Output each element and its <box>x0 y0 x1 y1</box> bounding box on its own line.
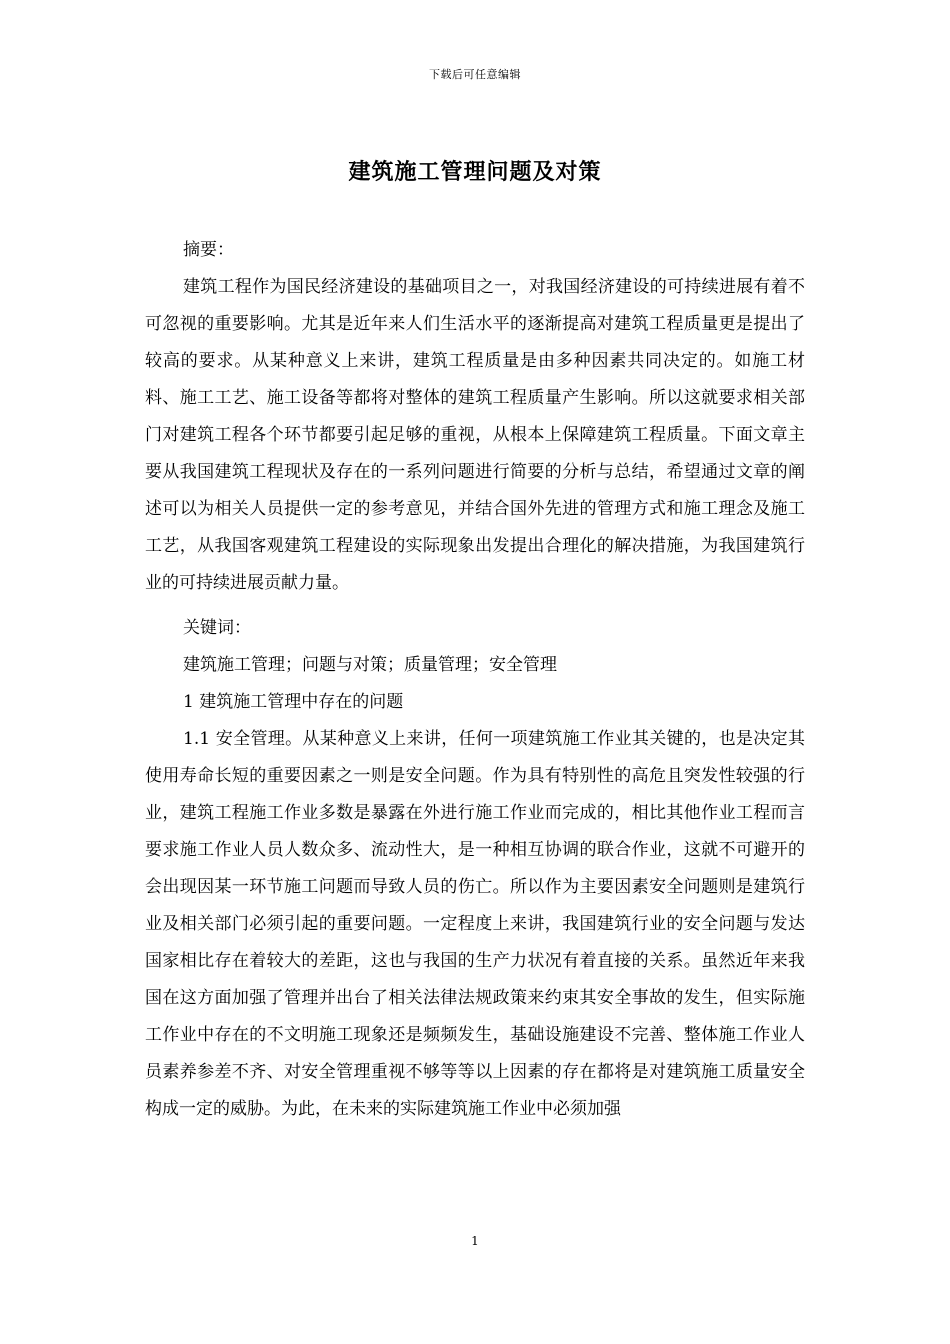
section-heading: 1 建筑施工管理中存在的问题 <box>183 692 404 712</box>
abstract-paragraph: 建筑工程作为国民经济建设的基础项目之一，对我国经济建设的可持续进展有着不可忽视的重要影响。尤其是近年来人们生活水平的逐渐提高对建筑工程质量更是提出了较高的要求。从某种意义上来讲，建筑工程质量是由多种因素共同决定的。如施工材料、施工工艺、施工设备等都将对整体的建筑工程质量产生影响。所以这就要求相关部门对建筑工程各个环节都要引起足够的重视，从根本上保障建筑工程质量。下面文章主要从我国建筑工程现状及存在的一系列问题进行简要的分析与总结，希望通过文章的阐述可以为相关人员提供一定的参考意见，并结合国外先进的管理方式和施工理念及施工工艺，从我国客观建筑工程建设的实际现象出发提出合理化的解决措施，为我国建筑行业的可持续进展贡献力量。 <box>145 277 805 593</box>
document-title: 建筑施工管理问题及对策 <box>348 159 602 185</box>
keywords-label: 关键词： <box>183 618 251 638</box>
page-number: 1 <box>471 1234 479 1248</box>
section-paragraph: 1.1 安全管理。从某种意义上来讲，任何一项建筑施工作业其关键的，也是决定其使用寿命长短的重要因素之一则是安全问题。作为具有特别性的高危且突发性较强的行业，建筑工程施工作业多数是暴露在外进行施工作业而完成的，相比其他作业工程而言要求施工作业人员人数众多、流动性大，是一种相互协调的联合作业，这就不可避开的会出现因某一环节施工问题而导致人员的伤亡。所以作为主要因素安全问题则是建筑行业及相关部门必须引起的重要问题。一定程度上来讲，我国建筑行业的安全问题与发达国家相比存在着较大的差距，这也与我国的生产力状况有着直接的关系。虽然近年来我国在这方面加强了管理并出台了相关法律法规政策来约束其安全事故的发生，但实际施工作业中存在的不文明施工现象还是频频发生，基础设施建设不完善、整体施工作业人员素养参差不齐、对安全管理重视不够等等以上因素的存在都将是对建筑施工质量安全构成一定的威胁。为此，在未来的实际建筑施工作业中必须加强 <box>145 729 805 1119</box>
document-body <box>145 232 805 1136</box>
header-note: 下载后可任意编辑 <box>429 68 521 81</box>
keywords-text: 建筑施工管理；问题与对策；质量管理；安全管理 <box>183 655 557 675</box>
abstract-label: 摘要： <box>183 240 234 260</box>
